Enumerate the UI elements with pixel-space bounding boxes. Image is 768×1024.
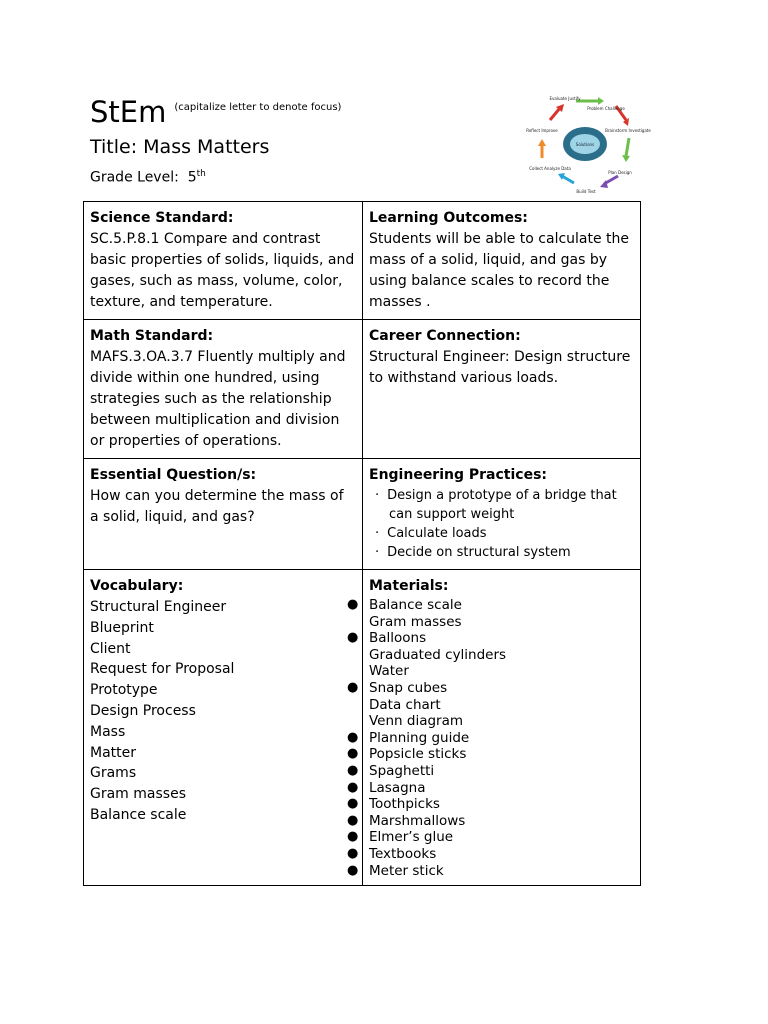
list-item: ● Snap cubes: [347, 679, 448, 696]
math-standard-cell: [84, 320, 363, 459]
table-row: [84, 459, 641, 570]
math-standard-text: MAFS.3.OA.3.7 Fluently multiply and divide within one hundred, using strategies such as the relationship between multiplication and division or properties of operations.: [90, 349, 346, 449]
career-connection-heading: Career Connection:: [369, 328, 521, 344]
learning-outcomes-text: Students will be able to calculate the mass of a solid, liquid, and gas by using balance scales to record the masses .: [369, 231, 630, 310]
document-header: [90, 90, 341, 188]
vocabulary-cell: [84, 570, 363, 886]
materials-list: [347, 597, 634, 879]
science-standard-heading: Science Standard:: [90, 210, 234, 226]
career-connection-cell: [363, 320, 641, 459]
engineering-practices-cell: [363, 459, 641, 570]
list-item: · Calculate loads: [375, 524, 634, 543]
list-item: Grams: [90, 765, 137, 782]
cycle-label-build: Build Test: [576, 189, 596, 194]
design-process-cycle-icon: [526, 92, 651, 200]
materials-heading: Materials:: [369, 578, 449, 594]
cycle-label-collect: Collect Analyze Data: [529, 166, 571, 171]
list-item: ● Balance scale: [347, 597, 462, 613]
list-item: Design Process: [90, 702, 196, 719]
bullet-icon: ●: [347, 829, 359, 845]
bullet-icon: ●: [347, 762, 359, 778]
learning-outcomes-heading: Learning Outcomes:: [369, 210, 528, 226]
list-item: Matter: [90, 744, 137, 761]
bullet-icon: ●: [347, 779, 359, 795]
list-item: Blueprint: [90, 619, 154, 636]
math-standard-heading: Math Standard:: [90, 328, 214, 344]
essential-question-heading: Essential Question/s:: [90, 467, 257, 483]
list-item: Prototype: [90, 682, 158, 699]
bullet-icon: ●: [347, 597, 359, 612]
essential-question-text: How can you determine the mass of a solid, liquid, and gas?: [90, 488, 344, 525]
science-standard-cell: [84, 202, 363, 320]
bullet-icon: ●: [347, 729, 359, 745]
engineering-practices-heading: Engineering Practices:: [369, 467, 548, 483]
list-item: ● Lasagna: [347, 779, 426, 796]
engineering-practices-list: [369, 486, 634, 562]
list-item: Structural Engineer: [90, 599, 227, 615]
vocabulary-list: [90, 597, 359, 826]
list-item: ● Elmer’s glue: [347, 829, 454, 846]
list-item: ● Planning guide: [347, 729, 470, 746]
bullet-icon: ●: [347, 630, 359, 646]
essential-question-cell: [84, 459, 363, 570]
list-item: ● Textbooks: [347, 845, 437, 862]
list-item: ● Toothpicks: [347, 796, 440, 813]
brand-title: StEm: [90, 95, 167, 129]
grade-label: Grade Level:: [90, 169, 179, 186]
cycle-label-problem: Problem Challenge: [587, 106, 625, 111]
grade-sup: th: [196, 169, 206, 179]
list-item: ● Popsicle sticks: [347, 746, 467, 763]
list-item: · Design a prototype of a bridge that can support weight: [375, 486, 634, 524]
science-standard-text: SC.5.P.8.1 Compare and contrast basic properties of solids, liquids, and gases, such as mass, volume, color, texture, and temperature.: [90, 231, 355, 310]
table-row: [84, 202, 641, 320]
page-title: Title: Mass Matters: [90, 136, 270, 158]
bullet-icon: ●: [347, 845, 359, 861]
cycle-label-evaluate: Evaluate Justify: [549, 96, 581, 101]
cycle-label-reflect: Reflect Improve: [526, 128, 558, 133]
list-item: Gram masses: [90, 786, 186, 803]
list-item: Gram masses: [369, 613, 462, 630]
bullet-icon: ●: [347, 746, 359, 762]
cycle-label-solutions: Solutions: [575, 142, 595, 147]
bullet-icon: ●: [347, 796, 359, 812]
list-item: Venn diagram: [369, 713, 464, 730]
table-row: [84, 570, 641, 886]
list-item: ● Meter stick: [347, 862, 444, 879]
list-item: Request for Proposal: [90, 661, 235, 678]
career-connection-text: Structural Engineer: Design structure to withstand various loads.: [369, 349, 631, 386]
list-item: ● Spaghetti: [347, 762, 435, 779]
list-item: Client: [90, 640, 131, 657]
list-item: Graduated cylinders: [369, 646, 507, 663]
vocabulary-heading: Vocabulary:: [90, 578, 184, 594]
list-item: ● Marshmallows: [347, 812, 466, 829]
grade-value: 5: [187, 169, 197, 186]
cycle-label-brainstorm: Brainstorm Investigate: [605, 128, 651, 133]
grade-level: [90, 164, 341, 188]
list-item: Balance scale: [90, 806, 187, 823]
bullet-icon: ●: [347, 862, 359, 878]
materials-cell: [347, 570, 641, 886]
learning-outcomes-cell: [363, 202, 641, 320]
cycle-label-plan: Plan Design: [608, 170, 632, 175]
list-item: · Decide on structural system: [375, 543, 634, 562]
bullet-icon: ●: [347, 679, 359, 695]
bullet-icon: ●: [347, 812, 359, 828]
list-item: Data chart: [369, 696, 441, 713]
list-item: Mass: [90, 723, 126, 740]
list-item: Water: [369, 663, 409, 680]
table-row: [84, 320, 641, 459]
brand-line: [90, 90, 341, 130]
brand-note: (capitalize letter to denote focus): [174, 102, 342, 113]
list-item: ● Balloons: [347, 630, 427, 647]
lesson-plan-table: [83, 201, 641, 886]
